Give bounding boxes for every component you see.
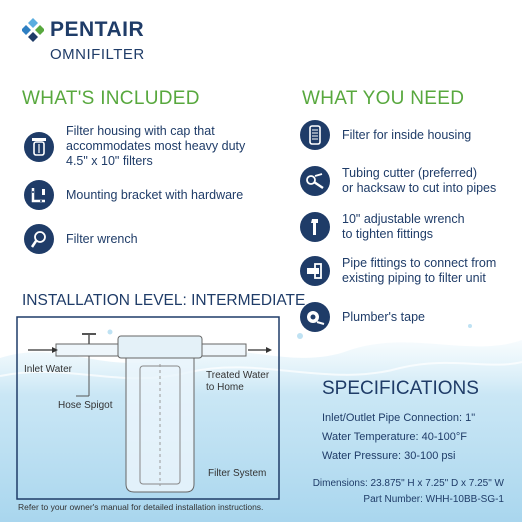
need-item-tape [300,302,425,332]
spec-pipe-connection: Inlet/Outlet Pipe Connection: 1" [322,412,476,424]
need-item-wrench [300,212,465,242]
pipe-fitting-icon [300,256,330,286]
spec-water-pressure: Water Pressure: 30-100 psi [322,450,456,462]
need-item-filter [300,120,471,150]
spec-part-number: Part Number: WHH-10BB-SG-1 [363,494,504,505]
need-fittings-line-1: Pipe fittings to connect from [342,256,497,270]
treated-water-label [206,370,269,394]
installation-footnote: Refer to your owner's manual for detailed installation instructions. [18,502,264,512]
included-wrench-line-1: Filter wrench [66,231,138,246]
inlet-water-label: Inlet Water [24,364,72,375]
included-heading: WHAT'S INCLUDED [22,88,200,109]
need-tape-line-1: Plumber's tape [342,309,425,324]
hose-spigot-label: Hose Spigot [58,400,113,411]
brand-subtitle: OMNIFILTER [50,46,145,63]
treated-water-line-1: Treated Water [206,370,270,381]
mounting-bracket-icon [24,180,54,210]
need-item-fittings [300,256,496,286]
filter-system-label: Filter System [208,468,267,479]
filter-cartridge-icon [300,120,330,150]
brand-logo [22,16,145,63]
filter-wrench-icon [24,224,54,254]
brand-name: PENTAIR [50,18,145,41]
installation-title: INSTALLATION LEVEL: INTERMEDIATE [22,292,306,309]
spec-dimensions: Dimensions: 23.875" H x 7.25" D x 7.25" W [312,478,504,489]
need-heading: WHAT YOU NEED [302,88,465,109]
installation-diagram [16,316,280,500]
need-item-cutter [300,166,496,196]
included-housing-line-3: 4.5" x 10" filters [66,154,153,168]
specifications-title: SPECIFICATIONS [322,378,479,399]
filter-housing-icon [24,132,54,162]
included-item-wrench [24,224,138,254]
included-housing-line-1: Filter housing with cap that [66,124,215,138]
treated-water-line-2: to Home [206,382,244,393]
tubing-cutter-icon [300,166,330,196]
included-bracket-line-1: Mounting bracket with hardware [66,187,244,202]
need-filter-line-1: Filter for inside housing [342,127,472,142]
adjustable-wrench-icon [300,212,330,242]
need-fittings-line-2: existing piping to filter unit [342,271,486,285]
need-cutter-line-1: Tubing cutter (preferred) [342,166,478,180]
included-item-housing [24,124,245,169]
included-housing-line-2: accommodates most heavy duty [66,139,246,153]
included-item-bracket [24,180,243,210]
need-cutter-line-2: or hacksaw to cut into pipes [342,181,497,195]
pentair-logo-icon [22,16,44,44]
need-wrench-line-1: 10" adjustable wrench [342,212,465,226]
spec-water-temperature: Water Temperature: 40-100°F [322,431,468,443]
need-wrench-line-2: to tighten fittings [342,227,434,241]
